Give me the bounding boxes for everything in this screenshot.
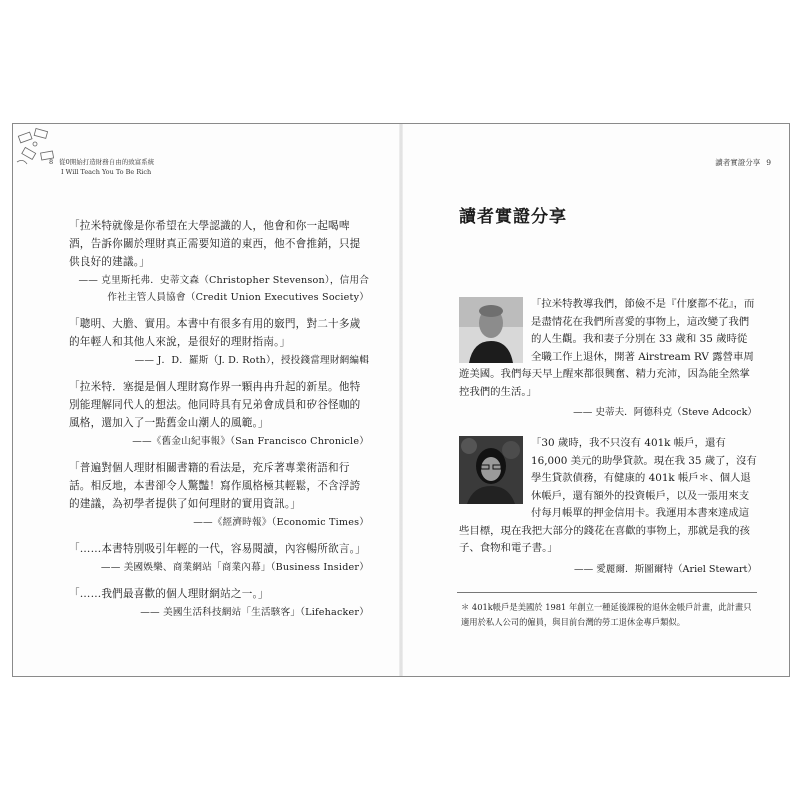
- quote-text: 「……我們最喜歡的個人理財網站之一。」: [69, 588, 269, 600]
- endorsement-quote: [69, 459, 369, 531]
- book-subtitle: I Will Teach You To Be Rich: [61, 168, 152, 176]
- quote-text: 「……本書特別吸引年輕的一代，容易閱讀，內容暢所欲言。」: [69, 543, 366, 555]
- book-spread: [12, 123, 790, 677]
- quote-attribution: —— J．D．羅斯（J. D. Roth），授投錢當理財網編輯: [134, 355, 369, 366]
- endorsement-list: [69, 217, 369, 630]
- testimonial-attribution: —— 史蒂夫．阿德科克（Steve Adcock）: [573, 407, 757, 418]
- quote-attribution: ——《經濟時報》（Economic Times）: [193, 517, 369, 528]
- testimonial-text: 「拉米特教導我們，節儉不是『什麼都不花』，而是盡情花在我們所喜愛的事物上，這改變了我們的人生觀。我和妻子分別在 33 歲和 35 歲時從全職工作上退休，開著 Airstream RV 露營車周遊美國。我們每天早上醒來都很興奮、精力充沛，因為能全然掌控我們的生活。」: [459, 298, 755, 398]
- woman-glasses-photo: [459, 436, 523, 504]
- quote-attribution: —— 克里斯托弗．史蒂文森（Christopher Stevenson），信用合作社主管人員協會（Credit Union Executives Society）: [78, 275, 369, 303]
- man-smiling-photo: [459, 297, 523, 363]
- footnote-divider: [457, 592, 757, 593]
- section-title: 讀者實證分享: [459, 207, 567, 227]
- testimonial-attribution: —— 愛麗爾．斯圖爾特（Ariel Stewart）: [573, 563, 757, 575]
- quote-text: 「拉米特就像是你希望在大學認識的人，他會和你一起喝啤酒，告訴你關於理財真正需要知道的東西，他不會推銷，只提供良好的建議。」: [69, 220, 361, 268]
- page-number-left: 8: [49, 158, 54, 166]
- quote-text: 「普遍對個人理財相關書籍的看法是，充斥著專業術語和行話。相反地，本書卻令人驚豔！寫作風格極其輕鬆，不含浮誇的建議，為初學者提供了如何理財的實用資訊。」: [69, 462, 361, 510]
- testimonial-item: [459, 435, 757, 578]
- quote-text: 「聰明、大膽、實用。本書中有很多有用的竅門，對二十多歲的年輕人和其他人來說，是很好的理財指南。」: [69, 318, 361, 348]
- quote-attribution: —— 美國生活科技網站「生活駭客」（Lifehacker）: [140, 607, 369, 618]
- quote-attribution: ——《舊金山紀事報》（San Francisco Chronicle）: [132, 436, 369, 447]
- quote-text: 「拉米特．塞提是個人理財寫作界一顆冉冉升起的新星。他特別能理解同代人的想法。他同時具有兄弟會成員和矽谷怪咖的風格，還加入了一點舊金山潮人的風範。」: [69, 381, 361, 429]
- testimonial-item: [459, 296, 757, 422]
- right-page: [401, 124, 789, 676]
- page-number-right: 9: [766, 158, 771, 167]
- endorsement-quote: [69, 540, 369, 576]
- running-head-title: 讀者實證分享: [715, 158, 761, 167]
- testimonial-text: 「30 歲時，我不只沒有 401k 帳戶，還有16,000 美元的助學貸款。現在我 35 歲了，沒有學生貸款債務，有健康的 401k 帳戶＊、個人退休帳戶，還有額外的投資帳戶，以及一張用來支付每月帳單的押金信用卡。我運用本書來達成這些目標，現在我把大部分的錢花在喜歡的事物上，那就是我的孩子、食物和電子書。」: [459, 437, 757, 554]
- endorsement-quote: [69, 315, 369, 369]
- running-head-right: [715, 157, 771, 168]
- running-head-left: [49, 157, 154, 177]
- endorsement-quote: [69, 585, 369, 621]
- endorsement-quote: [69, 217, 369, 306]
- left-page: [13, 124, 401, 676]
- book-title: 從0開始打造財務自由的致富系統: [59, 158, 155, 166]
- endorsement-quote: [69, 378, 369, 450]
- quote-attribution: —— 美國娛樂、商業網站「商業內幕」（Business Insider）: [100, 562, 369, 573]
- footnote: ＊ 401k帳戶是美國於 1981 年創立一種延後課稅的退休金帳戶計畫，此計畫只適用於私人公司的僱員，與目前台灣的勞工退休金專戶類似。: [461, 602, 752, 627]
